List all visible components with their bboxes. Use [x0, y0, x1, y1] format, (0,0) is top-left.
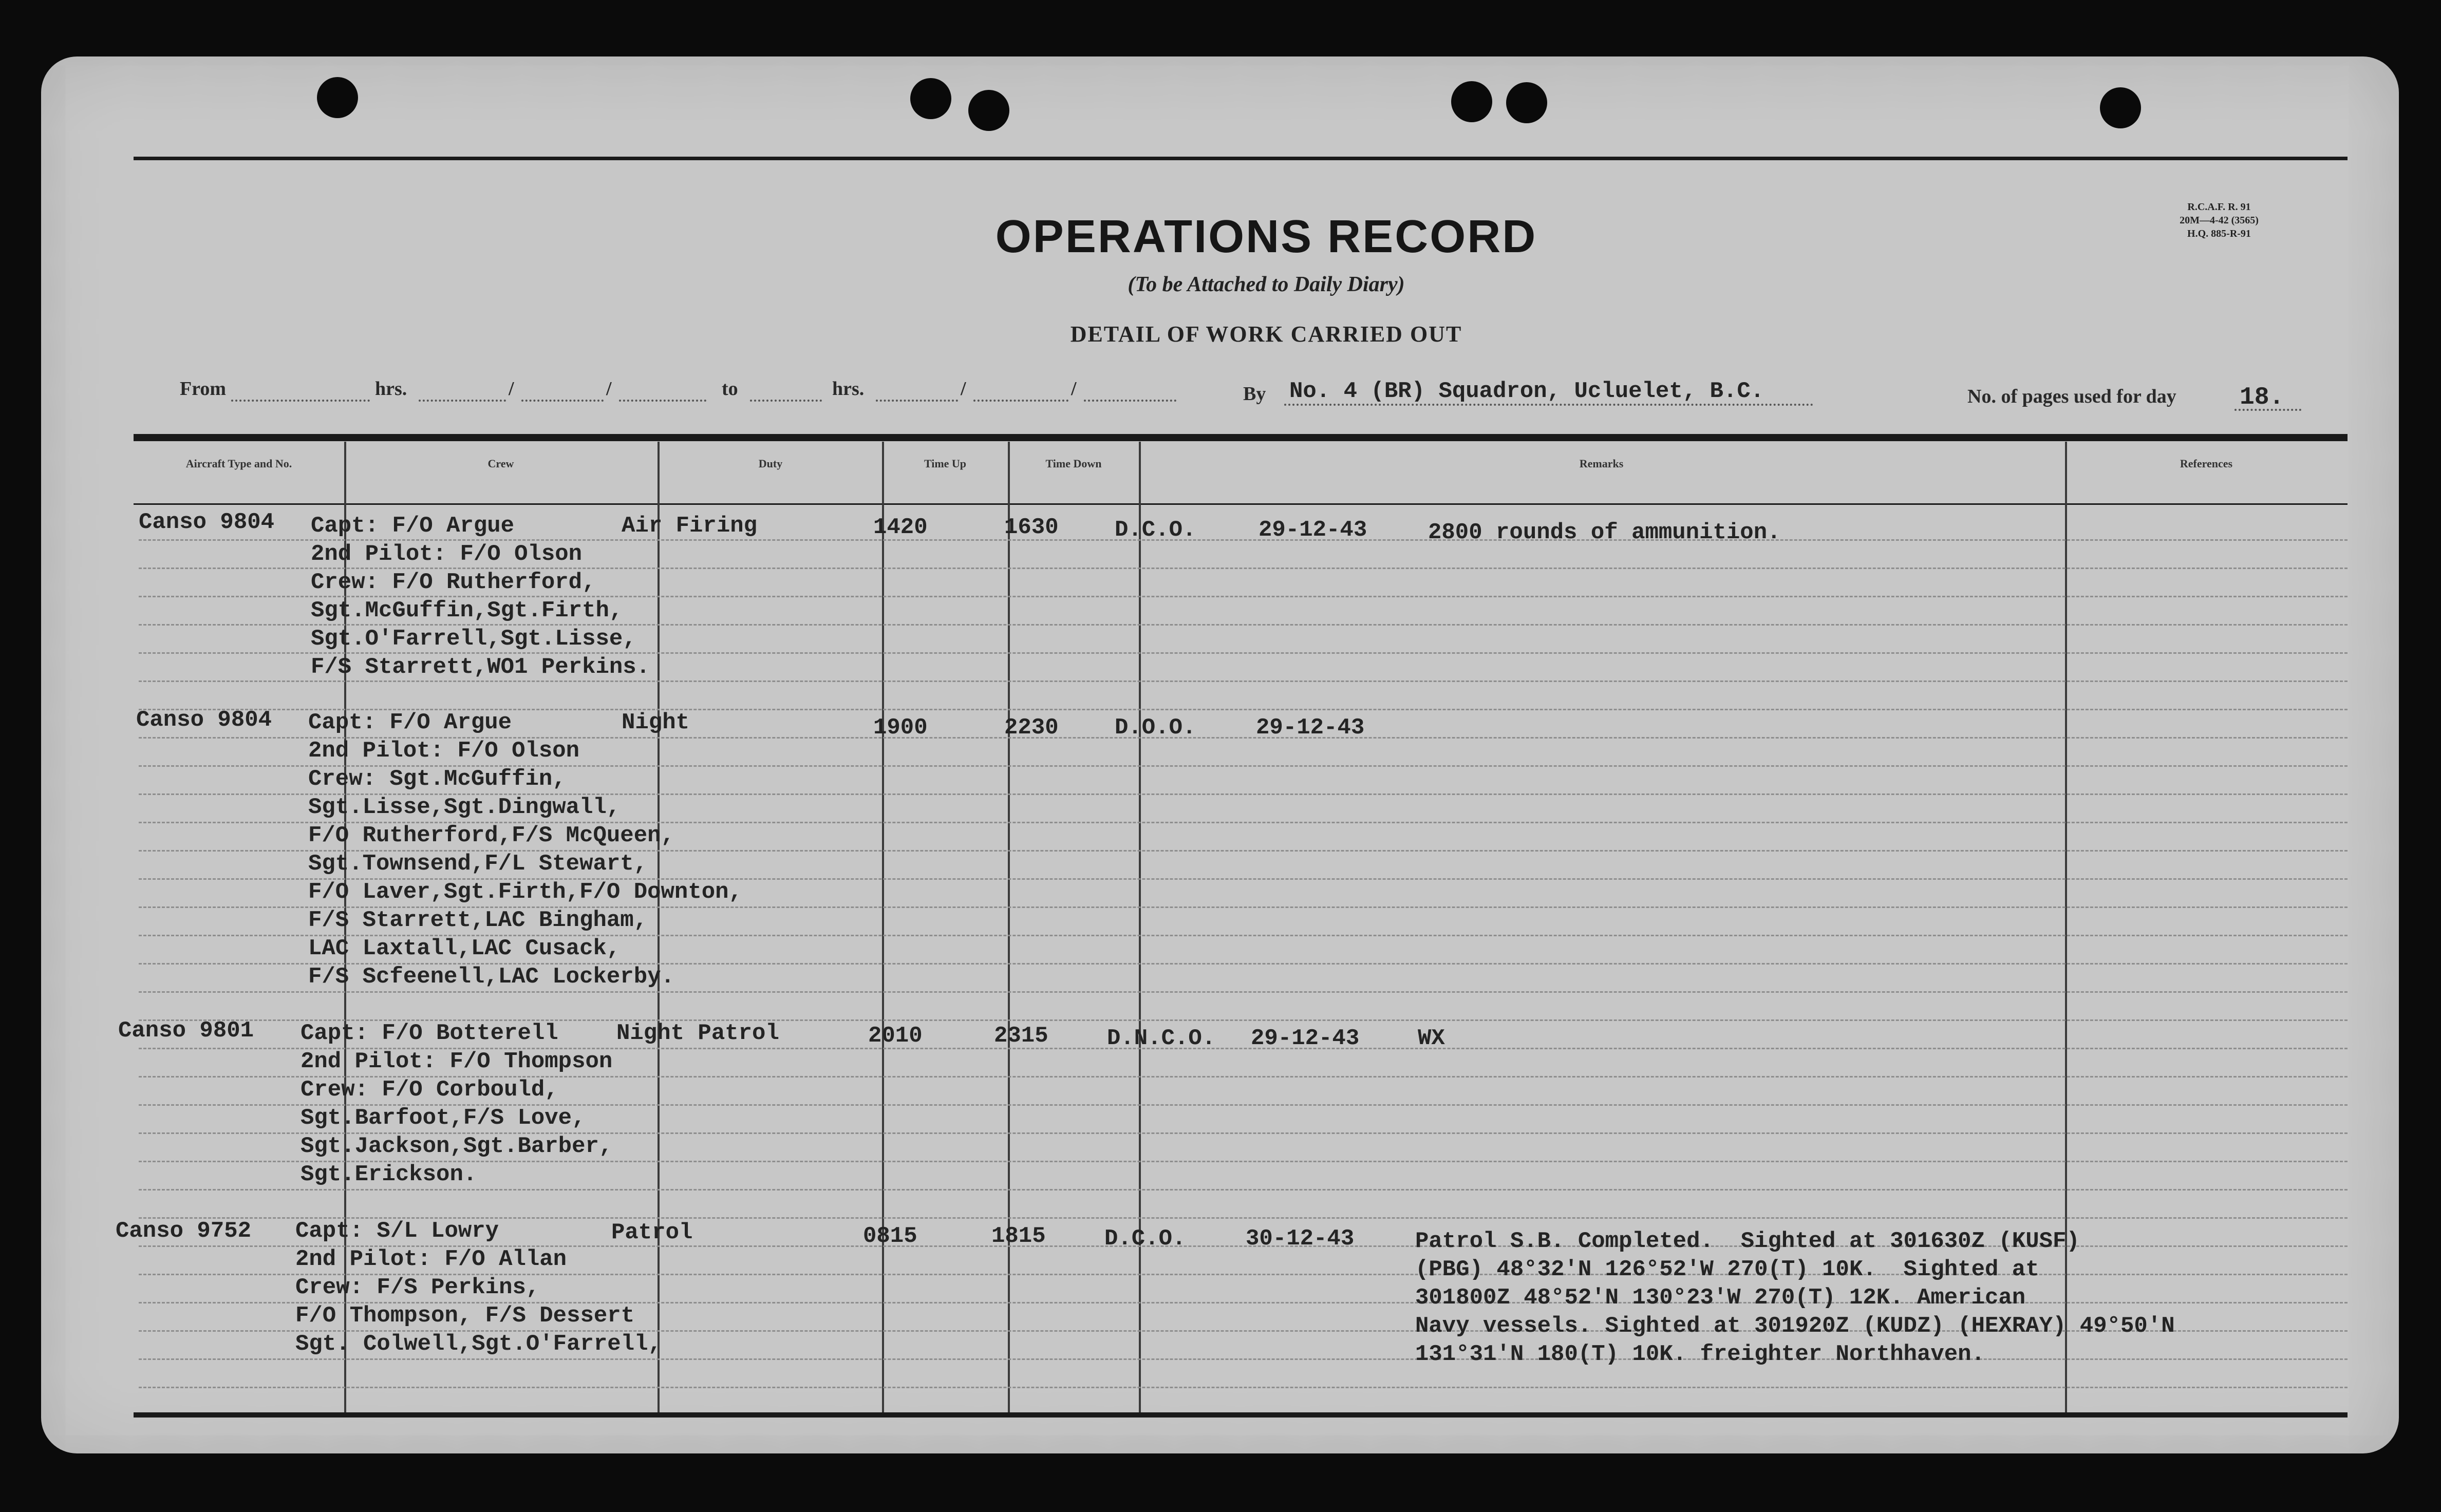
top-rule	[134, 157, 2348, 160]
entry-date: 29-12-43	[1251, 1026, 1360, 1051]
aircraft-cell: Canso 9804	[139, 509, 275, 535]
date-slash: /	[509, 378, 514, 400]
ruled-line	[139, 991, 2348, 993]
remarks-line: WX	[1418, 1026, 1445, 1051]
col-header-references: References	[2180, 457, 2233, 470]
crew-line: Crew: F/O Rutherford,	[311, 570, 596, 595]
time-up-cell: 1420	[873, 515, 928, 540]
duty-cell: Patrol	[611, 1220, 693, 1245]
to-label: to	[722, 378, 738, 400]
crew-line: 2nd Pilot: F/O Thompson	[301, 1049, 613, 1074]
crew-line: F/O Thompson, F/S Dessert	[295, 1303, 635, 1329]
form-code	[2127, 200, 2312, 240]
crew-line: F/S Scfeenell,LAC Lockerby.	[308, 964, 674, 990]
crew-line: F/O Laver,Sgt.Firth,F/O Downton,	[308, 879, 742, 905]
time-up-cell: 0815	[863, 1223, 917, 1249]
pages-label: No. of pages used for day	[1967, 386, 2176, 407]
column-divider	[2065, 442, 2067, 1412]
crew-line: F/O Rutherford,F/S McQueen,	[308, 823, 674, 848]
time-down-cell: 1630	[1004, 515, 1059, 540]
ruled-line	[139, 652, 2348, 654]
from-hrs-blank	[419, 400, 506, 402]
ruled-line	[139, 1358, 2348, 1360]
punch-hole	[1451, 81, 1492, 122]
date-slash: /	[606, 378, 612, 400]
crew-line: Capt: F/O Argue	[308, 710, 512, 735]
entry-date: 29-12-43	[1256, 715, 1365, 741]
punch-hole	[2100, 87, 2141, 128]
crew-line: 2nd Pilot: F/O Olson	[311, 541, 583, 567]
column-divider	[882, 442, 884, 1412]
remarks-line: 2800 rounds of ammunition.	[1428, 520, 1781, 545]
date-slash: /	[961, 378, 966, 400]
remarks-line: Navy vessels. Sighted at 301920Z (KUDZ) (HEXRAY) 49°50'N	[1415, 1313, 2175, 1339]
punch-hole	[910, 78, 951, 119]
time-down-cell: 2315	[994, 1023, 1048, 1049]
crew-line: Sgt. Colwell,Sgt.O'Farrell,	[295, 1331, 662, 1357]
col-header-time-down: Time Down	[1045, 457, 1102, 470]
remarks-line: Patrol S.B. Completed. Sighted at 301630Z (KUSF)	[1415, 1228, 2080, 1254]
form-code-line: 20M—4-42 (3565)	[2180, 215, 2259, 226]
column-divider	[1139, 442, 1141, 1412]
from-date-blank	[521, 400, 604, 402]
to-date-blank	[973, 400, 1068, 402]
time-down-cell: 1815	[991, 1223, 1046, 1249]
ruled-line	[139, 1189, 2348, 1190]
form-code-line: H.Q. 885-R-91	[2187, 228, 2251, 239]
pages-value: 18.	[2240, 384, 2284, 411]
from-year-blank	[619, 400, 706, 402]
hrs-label: hrs.	[832, 378, 865, 400]
page-subtitle: (To be Attached to Daily Diary)	[1128, 273, 1405, 296]
to-blank	[750, 400, 822, 402]
aircraft-cell: Canso 9752	[116, 1218, 252, 1244]
remarks-line: (PBG) 48°32'N 126°52'W 270(T) 10K. Sighted at	[1415, 1257, 2039, 1282]
by-label: By	[1243, 383, 1266, 405]
squadron-blank	[1284, 404, 1813, 406]
ruled-line	[139, 596, 2348, 597]
col-header-time-up: Time Up	[924, 457, 967, 470]
from-label: From	[180, 378, 227, 400]
crew-line: Sgt.McGuffin,Sgt.Firth,	[311, 598, 623, 623]
time-down-cell: 2230	[1004, 715, 1059, 741]
punch-hole	[317, 77, 358, 118]
column-divider	[1008, 442, 1010, 1412]
page-title: OPERATIONS RECORD	[995, 211, 1537, 262]
crew-line: 2nd Pilot: F/O Allan	[295, 1246, 567, 1272]
to-hrs-blank	[876, 400, 958, 402]
detail-heading: DETAIL OF WORK CARRIED OUT	[1070, 322, 1462, 347]
aircraft-cell: Canso 9804	[136, 707, 272, 733]
crew-line: Sgt.Erickson.	[301, 1162, 477, 1187]
table-top-rule	[134, 434, 2348, 441]
column-divider	[658, 442, 660, 1412]
status-code: D.C.O.	[1104, 1226, 1186, 1252]
entry-date: 29-12-43	[1259, 517, 1367, 543]
hrs-label: hrs.	[375, 378, 407, 400]
crew-line: Capt: F/O Argue	[311, 513, 515, 539]
crew-line: Sgt.Jackson,Sgt.Barber,	[301, 1133, 613, 1159]
duty-cell: Night Patrol	[616, 1020, 779, 1046]
ruled-line	[139, 539, 2348, 541]
aircraft-cell: Canso 9801	[118, 1018, 254, 1044]
crew-line: F/S Starrett,LAC Bingham,	[308, 908, 648, 933]
crew-line: F/S Starrett,WO1 Perkins.	[311, 654, 650, 680]
crew-line: LAC Laxtall,LAC Cusack,	[308, 936, 621, 961]
crew-line: Capt: S/L Lowry	[295, 1218, 499, 1244]
status-code: D.C.O.	[1115, 517, 1196, 543]
time-up-cell: 2010	[868, 1023, 923, 1049]
crew-line: Sgt.O'Farrell,Sgt.Lisse,	[311, 626, 636, 652]
pages-blank	[2235, 409, 2301, 411]
col-header-aircraft: Aircraft Type and No.	[185, 457, 292, 470]
remarks-line: 301800Z 48°52'N 130°23'W 270(T) 12K. American	[1415, 1285, 2026, 1311]
remarks-line: 131°31'N 180(T) 10K. freighter Northhaven.	[1415, 1341, 1985, 1367]
crew-line: 2nd Pilot: F/O Olson	[308, 738, 580, 764]
crew-line: Crew: F/O Corbould,	[301, 1077, 558, 1103]
crew-line: Capt: F/O Botterell	[301, 1020, 558, 1046]
status-code: D.N.C.O.	[1107, 1026, 1216, 1051]
ruled-line	[139, 568, 2348, 569]
squadron-value: No. 4 (BR) Squadron, Ucluelet, B.C.	[1289, 379, 1764, 404]
punch-hole	[968, 90, 1009, 131]
header-bottom-rule	[134, 503, 2348, 505]
crew-line: Crew: Sgt.McGuffin,	[308, 766, 566, 792]
ruled-line	[139, 681, 2348, 682]
crew-line: Sgt.Townsend,F/L Stewart,	[308, 851, 648, 877]
form-code-line: R.C.A.F. R. 91	[2187, 201, 2251, 213]
crew-line: Crew: F/S Perkins,	[295, 1275, 540, 1300]
from-blank	[231, 400, 370, 402]
duty-cell: Air Firing	[622, 513, 758, 539]
col-header-duty: Duty	[758, 457, 783, 470]
operations-record-card	[41, 56, 2399, 1453]
ruled-line	[139, 1387, 2348, 1388]
crew-line: Sgt.Lisse,Sgt.Dingwall,	[308, 795, 621, 820]
punch-hole	[1506, 82, 1547, 123]
time-up-cell: 1900	[873, 715, 928, 741]
ruled-line	[139, 624, 2348, 626]
entry-date: 30-12-43	[1246, 1226, 1355, 1252]
table-bottom-rule	[134, 1412, 2348, 1418]
col-header-remarks: Remarks	[1579, 457, 1624, 470]
col-header-crew: Crew	[487, 457, 514, 470]
to-year-blank	[1084, 400, 1176, 402]
date-slash: /	[1071, 378, 1077, 400]
crew-line: Sgt.Barfoot,F/S Love,	[301, 1105, 586, 1131]
duty-cell: Night	[622, 710, 690, 735]
status-code: D.O.O.	[1115, 715, 1196, 741]
